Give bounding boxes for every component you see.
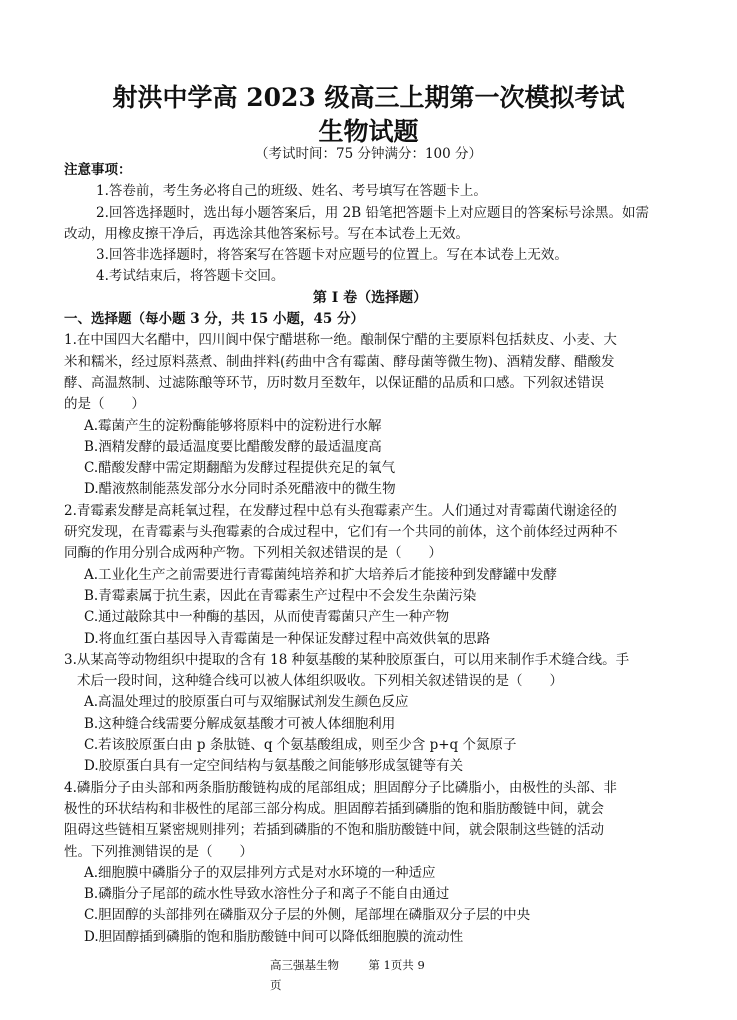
notice-1: 1.答卷前，考生务必将自己的班级、姓名、考号填写在答题卡上。: [96, 183, 487, 200]
question-1: [64, 330, 676, 500]
part-heading: 一、选择题（每小题 3 分，共 15 小题，45 分）: [64, 311, 364, 328]
question-text: 2.青霉素发酵是高耗氧过程，在发酵过程中总有头孢霉素产生。人们通过对青霉菌代谢途径的: [64, 502, 617, 519]
option-c: C.醋酸发酵中需定期翻醅为发酵过程提供充足的氧气: [84, 460, 396, 477]
question-text: 4.磷脂分子由头部和两条脂肪酸链构成的尾部组成；胆固醇分子比磷脂小，由极性的头部、非: [64, 779, 617, 796]
question-text: 3.从某高等动物组织中提取的含有 18 种氨基酸的某种胶原蛋白，可以用来制作手术缝合线。手: [64, 651, 630, 668]
option-d: D.胆固醇插到磷脂的饱和脂肪酸链中间可以降低细胞膜的流动性: [84, 928, 464, 945]
option-a: A.细胞膜中磷脂分子的双层排列方式是对水环境的一种适应: [84, 864, 436, 881]
option-d: D.醋液熬制能蒸发部分水分同时杀死醋液中的微生物: [84, 481, 396, 498]
option-c: C.若该胶原蛋白由 p 条肽链、q 个氨基酸组成，则至少含 p+q 个氮原子: [84, 737, 517, 754]
option-b: B.酒精发酵的最适温度要比醋酸发酵的最适温度高: [84, 438, 382, 455]
question-text: 酵、高温熬制、过滤陈酿等环节，历时数月至数年，以保证醋的品质和口感。下列叙述错误: [64, 374, 604, 391]
question-text: 性。下列推测错误的是（ ）: [64, 843, 253, 860]
option-c: C.通过敲除其中一种酶的基因，从而使青霉菌只产生一种产物: [84, 609, 450, 626]
option-a: A.高温处理过的胶原蛋白可与双缩脲试剂发生颜色反应: [84, 694, 409, 711]
section-title: 第 I 卷（选择题）: [312, 289, 428, 306]
question-text: 阻碍这些链相互紧密规则排列；若插到磷脂的不饱和脂肪酸链中间，就会限制这些链的活动: [64, 822, 604, 839]
notice-4: 4.考试结束后，将答题卡交回。: [96, 268, 285, 285]
notice-3: 3.回答非选择题时，将答案写在答题卡对应题号的位置上。写在本试卷上无效。: [96, 247, 568, 264]
option-a: A.霉菌产生的淀粉酶能够将原料中的淀粉进行水解: [84, 417, 382, 434]
page-footer: [270, 955, 470, 995]
question-text: 的是（ ）: [64, 396, 145, 413]
option-d: D.胶原蛋白具有一定空间结构与氨基酸之间能够形成氢键等有关: [84, 758, 464, 775]
question-text: 米和糯米，经过原料蒸煮、制曲拌料(药曲中含有霉菌、酵母菌等微生物)、酒精发酵、醋酸发: [64, 353, 615, 370]
option-d: D.将血红蛋白基因导入青霉菌是一种保证发酵过程中高效供氧的思路: [84, 630, 491, 647]
question-4: [64, 778, 676, 948]
footer-course: 高三强基生物: [270, 958, 339, 972]
exam-title: 射洪中学高 2023 级高三上期第一次模拟考试: [112, 83, 625, 112]
question-text: 术后一段时间，这种缝合线可以被人体组织吸收。下列相关叙述错误的是（ ）: [77, 673, 563, 690]
option-b: B.这种缝合线需要分解成氨基酸才可被人体细胞利用: [84, 715, 396, 732]
question-text: 1.在中国四大名醋中，四川阆中保宁醋堪称一绝。酿制保宁醋的主要原料包括麸皮、小麦、大: [64, 332, 617, 349]
footer-page-tail: 页: [270, 978, 282, 992]
footer-page-number: 第 1页共 9: [368, 958, 425, 972]
question-text: 研究发现，在青霉素与头孢霉素的合成过程中，它们有一个共同的前体，这个前体经过两种不: [64, 524, 618, 541]
exam-info: （考试时间：75 分钟满分：100 分）: [254, 146, 483, 162]
option-b: B.青霉素属于抗生素，因此在青霉素生产过程中不会发生杂菌污染: [84, 587, 477, 604]
option-b: B.磷脂分子尾部的疏水性导致水溶性分子和离子不能自由通过: [84, 886, 450, 903]
question-text: 极性的环状结构和非极性的尾部三部分构成。胆固醇若插到磷脂的饱和脂肪酸链中间，就会: [64, 800, 604, 817]
question-3: [64, 650, 676, 778]
subject-title: 生物试题: [318, 117, 419, 146]
option-c: C.胆固醇的头部排列在磷脂双分子层的外侧，尾部埋在磷脂双分子层的中央: [84, 907, 531, 924]
exam-content: [64, 160, 676, 948]
question-2: [64, 501, 676, 650]
notice-2-cont: 改动，用橡皮擦干净后，再选涂其他答案标号。写在本试卷上无效。: [64, 225, 469, 242]
notice-heading: 注意事项：: [64, 162, 132, 178]
notice-2: 2.回答选择题时，选出每小题答案后，用 2B 铅笔把答题卡上对应题目的答案标号涂黑。如需: [96, 204, 649, 221]
question-text: 同酶的作用分别合成两种产物。下列相关叙述错误的是（ ）: [64, 545, 442, 562]
option-a: A.工业化生产之前需要进行青霉菌纯培养和扩大培养后才能接种到发酵罐中发酵: [84, 566, 558, 583]
